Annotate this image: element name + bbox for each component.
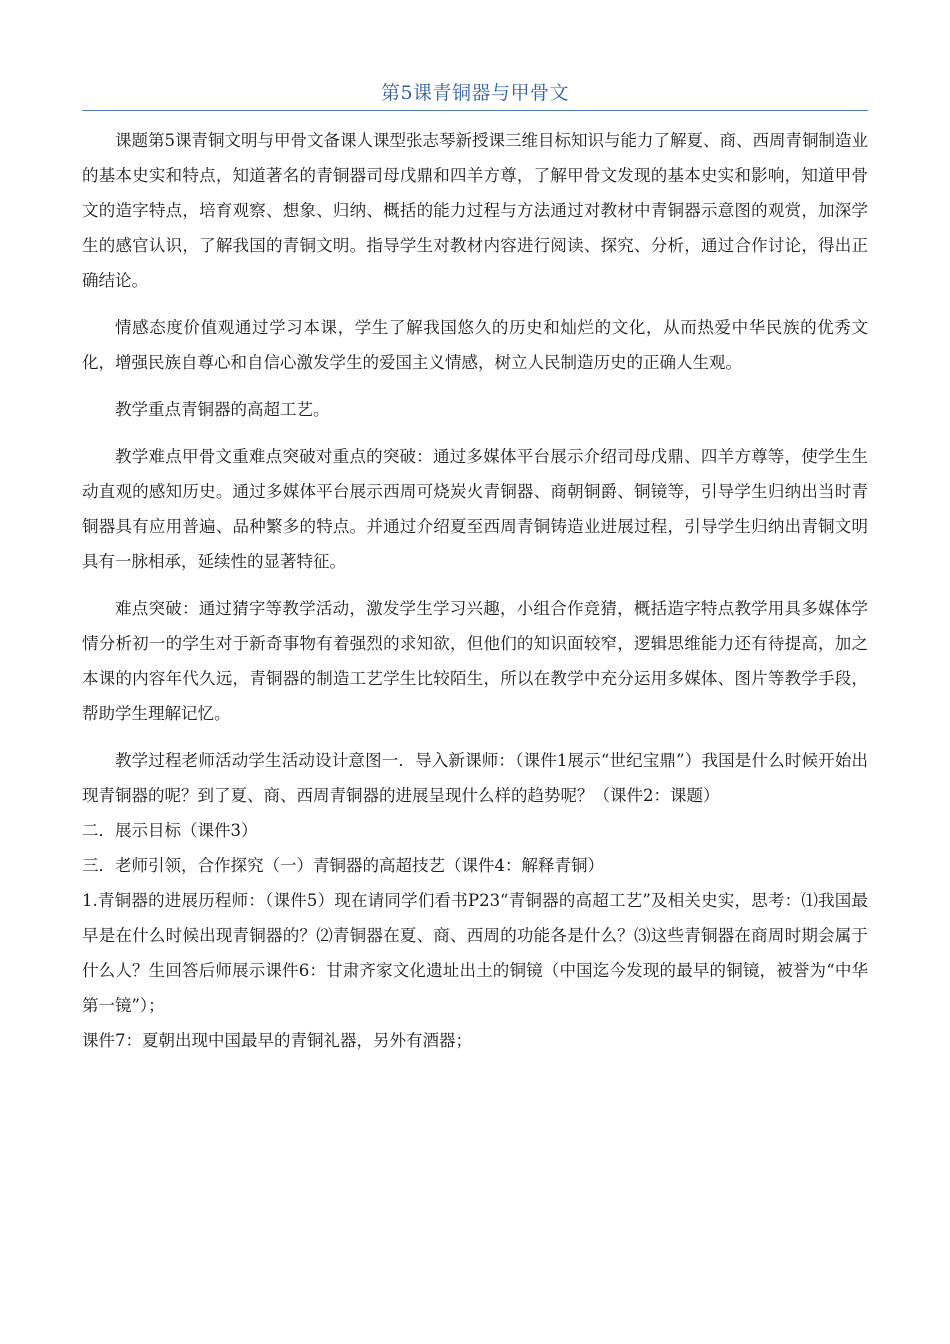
paragraph-section-two: 二．展示目标（课件3）	[82, 821, 258, 840]
document-title: 第5课青铜器与甲骨文	[82, 78, 868, 111]
paragraph-objectives: 课题第5课青铜文明与甲骨文备课人课型张志琴新授课三维目标知识与能力了解夏、商、西周青铜制造业的基本史实和特点，知道著名的青铜器司母戊鼎和四羊方尊，了解甲骨文发现的基本史实和影响，知道甲骨文的造字特点，培育观察、想象、归纳、概括的能力过程与方法通过对教材中青铜器示意图的观赏，加深学生的感官认识，了解我国的青铜文明。指导学生对教材内容进行阅读、探究、分析，通过合作讨论，得出正确结论。	[82, 131, 868, 290]
paragraph-breakthrough: 难点突破：通过猜字等教学活动，激发学生学习兴趣，小组合作竞猜，概括造字特点教学用具多媒体学情分析初一的学生对于新奇事物有着强烈的求知欲，但他们的知识面较窄，逻辑思维能力还有待提高，加之本课的内容年代久远，青铜器的制造工艺学生比较陌生，所以在教学中充分运用多媒体、图片等教学手段，帮助学生理解记忆。	[82, 599, 868, 723]
paragraph-item-one: 1.青铜器的进展历程师：（课件5）现在请同学们看书P23“青铜器的高超工艺”及相关史实，思考：⑴我国最早是在什么时候出现青铜器的？⑵青铜器在夏、商、西周的功能各是什么？⑶这些青铜器在商周时期会属于什么人？生回答后师展示课件6：甘肃齐家文化遗址出土的铜镜（中国迄今发现的最早的铜镜，被誉为“中华第一镜”）；	[82, 891, 868, 1015]
paragraph-key-point: 教学重点青铜器的高超工艺。	[115, 400, 330, 419]
paragraph-courseware-seven: 课件7：夏朝出现中国最早的青铜礼器，另外有酒器；	[82, 1031, 472, 1050]
paragraph-difficulty: 教学难点甲骨文重难点突破对重点的突破：通过多媒体平台展示介绍司母戊鼎、四羊方尊等，使学生生动直观的感知历史。通过多媒体平台展示西周可烧炭火青铜器、商朝铜爵、铜镜等，引导学生归纳出当时青铜器具有应用普遍、品种繁多的特点。并通过介绍夏至西周青铜铸造业进展过程，引导学生归纳出青铜文明具有一脉相承，延续性的显著特征。	[82, 447, 868, 571]
document-page	[82, 78, 868, 1058]
paragraph-process: 教学过程老师活动学生活动设计意图一．导入新课师：（课件1展示“世纪宝鼎”）我国是什么时候开始出现青铜器的呢？到了夏、商、西周青铜器的进展呈现什么样的趋势呢？（课件2：课题）	[82, 751, 868, 805]
paragraph-values: 情感态度价值观通过学习本课，学生了解我国悠久的历史和灿烂的文化，从而热爱中华民族的优秀文化，增强民族自尊心和自信心激发学生的爱国主义情感，树立人民制造历史的正确人生观。	[82, 318, 868, 372]
paragraph-section-three: 三．老师引领，合作探究（一）青铜器的高超技艺（课件4：解释青铜）	[82, 856, 604, 875]
